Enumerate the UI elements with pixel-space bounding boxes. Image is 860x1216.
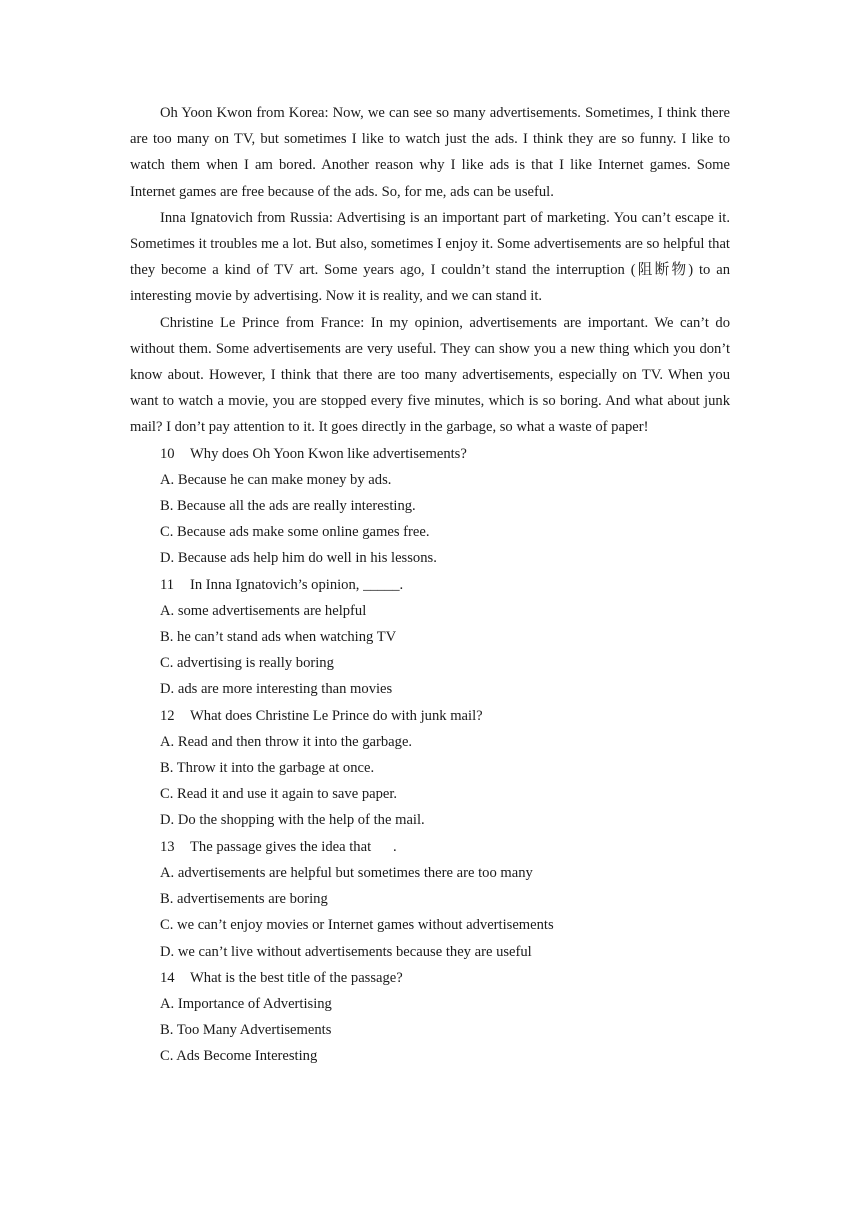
question-number: 14	[160, 969, 175, 986]
question-number: 10	[160, 445, 175, 462]
option-b: B. advertisements are boring	[160, 891, 328, 908]
question-text: What is the best title of the passage?	[190, 969, 403, 986]
question-14	[130, 965, 730, 1070]
option-a: A. Read and then throw it into the garbage.	[160, 733, 413, 750]
question-stem	[130, 441, 730, 467]
option-b: B. he can’t stand ads when watching TV	[160, 629, 397, 646]
option-c: C. we can’t enjoy movies or Internet games without advertisements	[160, 917, 554, 934]
option-d: D. we can’t live without advertisements because they are useful	[160, 943, 532, 960]
question-stem	[130, 965, 730, 991]
passage-paragraph-france: Christine Le Prince from France: In my opinion, advertisements are important. We can’t do without them. Some advertisements are very useful. They can show you a new thing which you don’t know about. However, I think that there are too many advertisements, especially on TV. When you want to watch a movie, you are stopped every five minutes, which is so boring. And what about junk mail? I don’t pay attention to it. It goes directly in the garbage, so what a waste of paper!	[130, 314, 730, 436]
option-b: B. Too Many Advertisements	[160, 1022, 332, 1039]
option-a: A. Because he can make money by ads.	[160, 471, 392, 488]
option-d: D. Because ads help him do well in his lessons.	[160, 550, 437, 567]
document-page	[130, 100, 730, 1070]
reading-passage	[130, 100, 730, 441]
passage-paragraph-russia: Inna Ignatovich from Russia: Advertising is an important part of marketing. You can’t escape it. Sometimes it troubles me a lot. But also, sometimes I enjoy it. Some advertisements are so helpful that they become a kind of TV art. Some years ago, I couldn’t stand the interruption (阻断物) to an interesting movie by advertising. Now it is reality, and we can stand it.	[130, 209, 730, 305]
option-b: B. Because all the ads are really interesting.	[160, 498, 416, 515]
option-c: C. Because ads make some online games free.	[160, 524, 430, 541]
question-number: 12	[160, 707, 175, 724]
passage-paragraph-korea: Oh Yoon Kwon from Korea: Now, we can see so many advertisements. Sometimes, I think there are too many on TV, but sometimes I like to watch just the ads. I think they are so funny. I like to watch them when I am bored. Another reason why I like ads is that I like Internet games. Some Internet games are free because of the ads. So, for me, ads can be useful.	[130, 105, 730, 200]
option-c: C. advertising is really boring	[160, 655, 334, 672]
option-a: A. advertisements are helpful but sometimes there are too many	[160, 864, 533, 881]
question-stem	[130, 572, 730, 598]
option-d: D. ads are more interesting than movies	[160, 681, 393, 698]
option-c: C. Ads Become Interesting	[160, 1048, 318, 1065]
question-10	[130, 441, 730, 572]
question-number: 11	[160, 576, 175, 593]
question-text: The passage gives the idea that .	[190, 838, 397, 855]
option-a: A. Importance of Advertising	[160, 995, 332, 1012]
question-11	[130, 572, 730, 703]
question-12	[130, 703, 730, 834]
option-b: B. Throw it into the garbage at once.	[160, 760, 375, 777]
question-text: Why does Oh Yoon Kwon like advertisements?	[190, 445, 467, 462]
option-a: A. some advertisements are helpful	[160, 602, 367, 619]
question-text: What does Christine Le Prince do with junk mail?	[190, 707, 483, 724]
question-13	[130, 834, 730, 965]
option-c: C. Read it and use it again to save paper.	[160, 786, 398, 803]
question-stem	[130, 703, 730, 729]
option-d: D. Do the shopping with the help of the mail.	[160, 812, 425, 829]
question-number: 13	[160, 838, 175, 855]
question-stem	[130, 834, 730, 860]
question-text: In Inna Ignatovich’s opinion, _____.	[190, 576, 404, 593]
